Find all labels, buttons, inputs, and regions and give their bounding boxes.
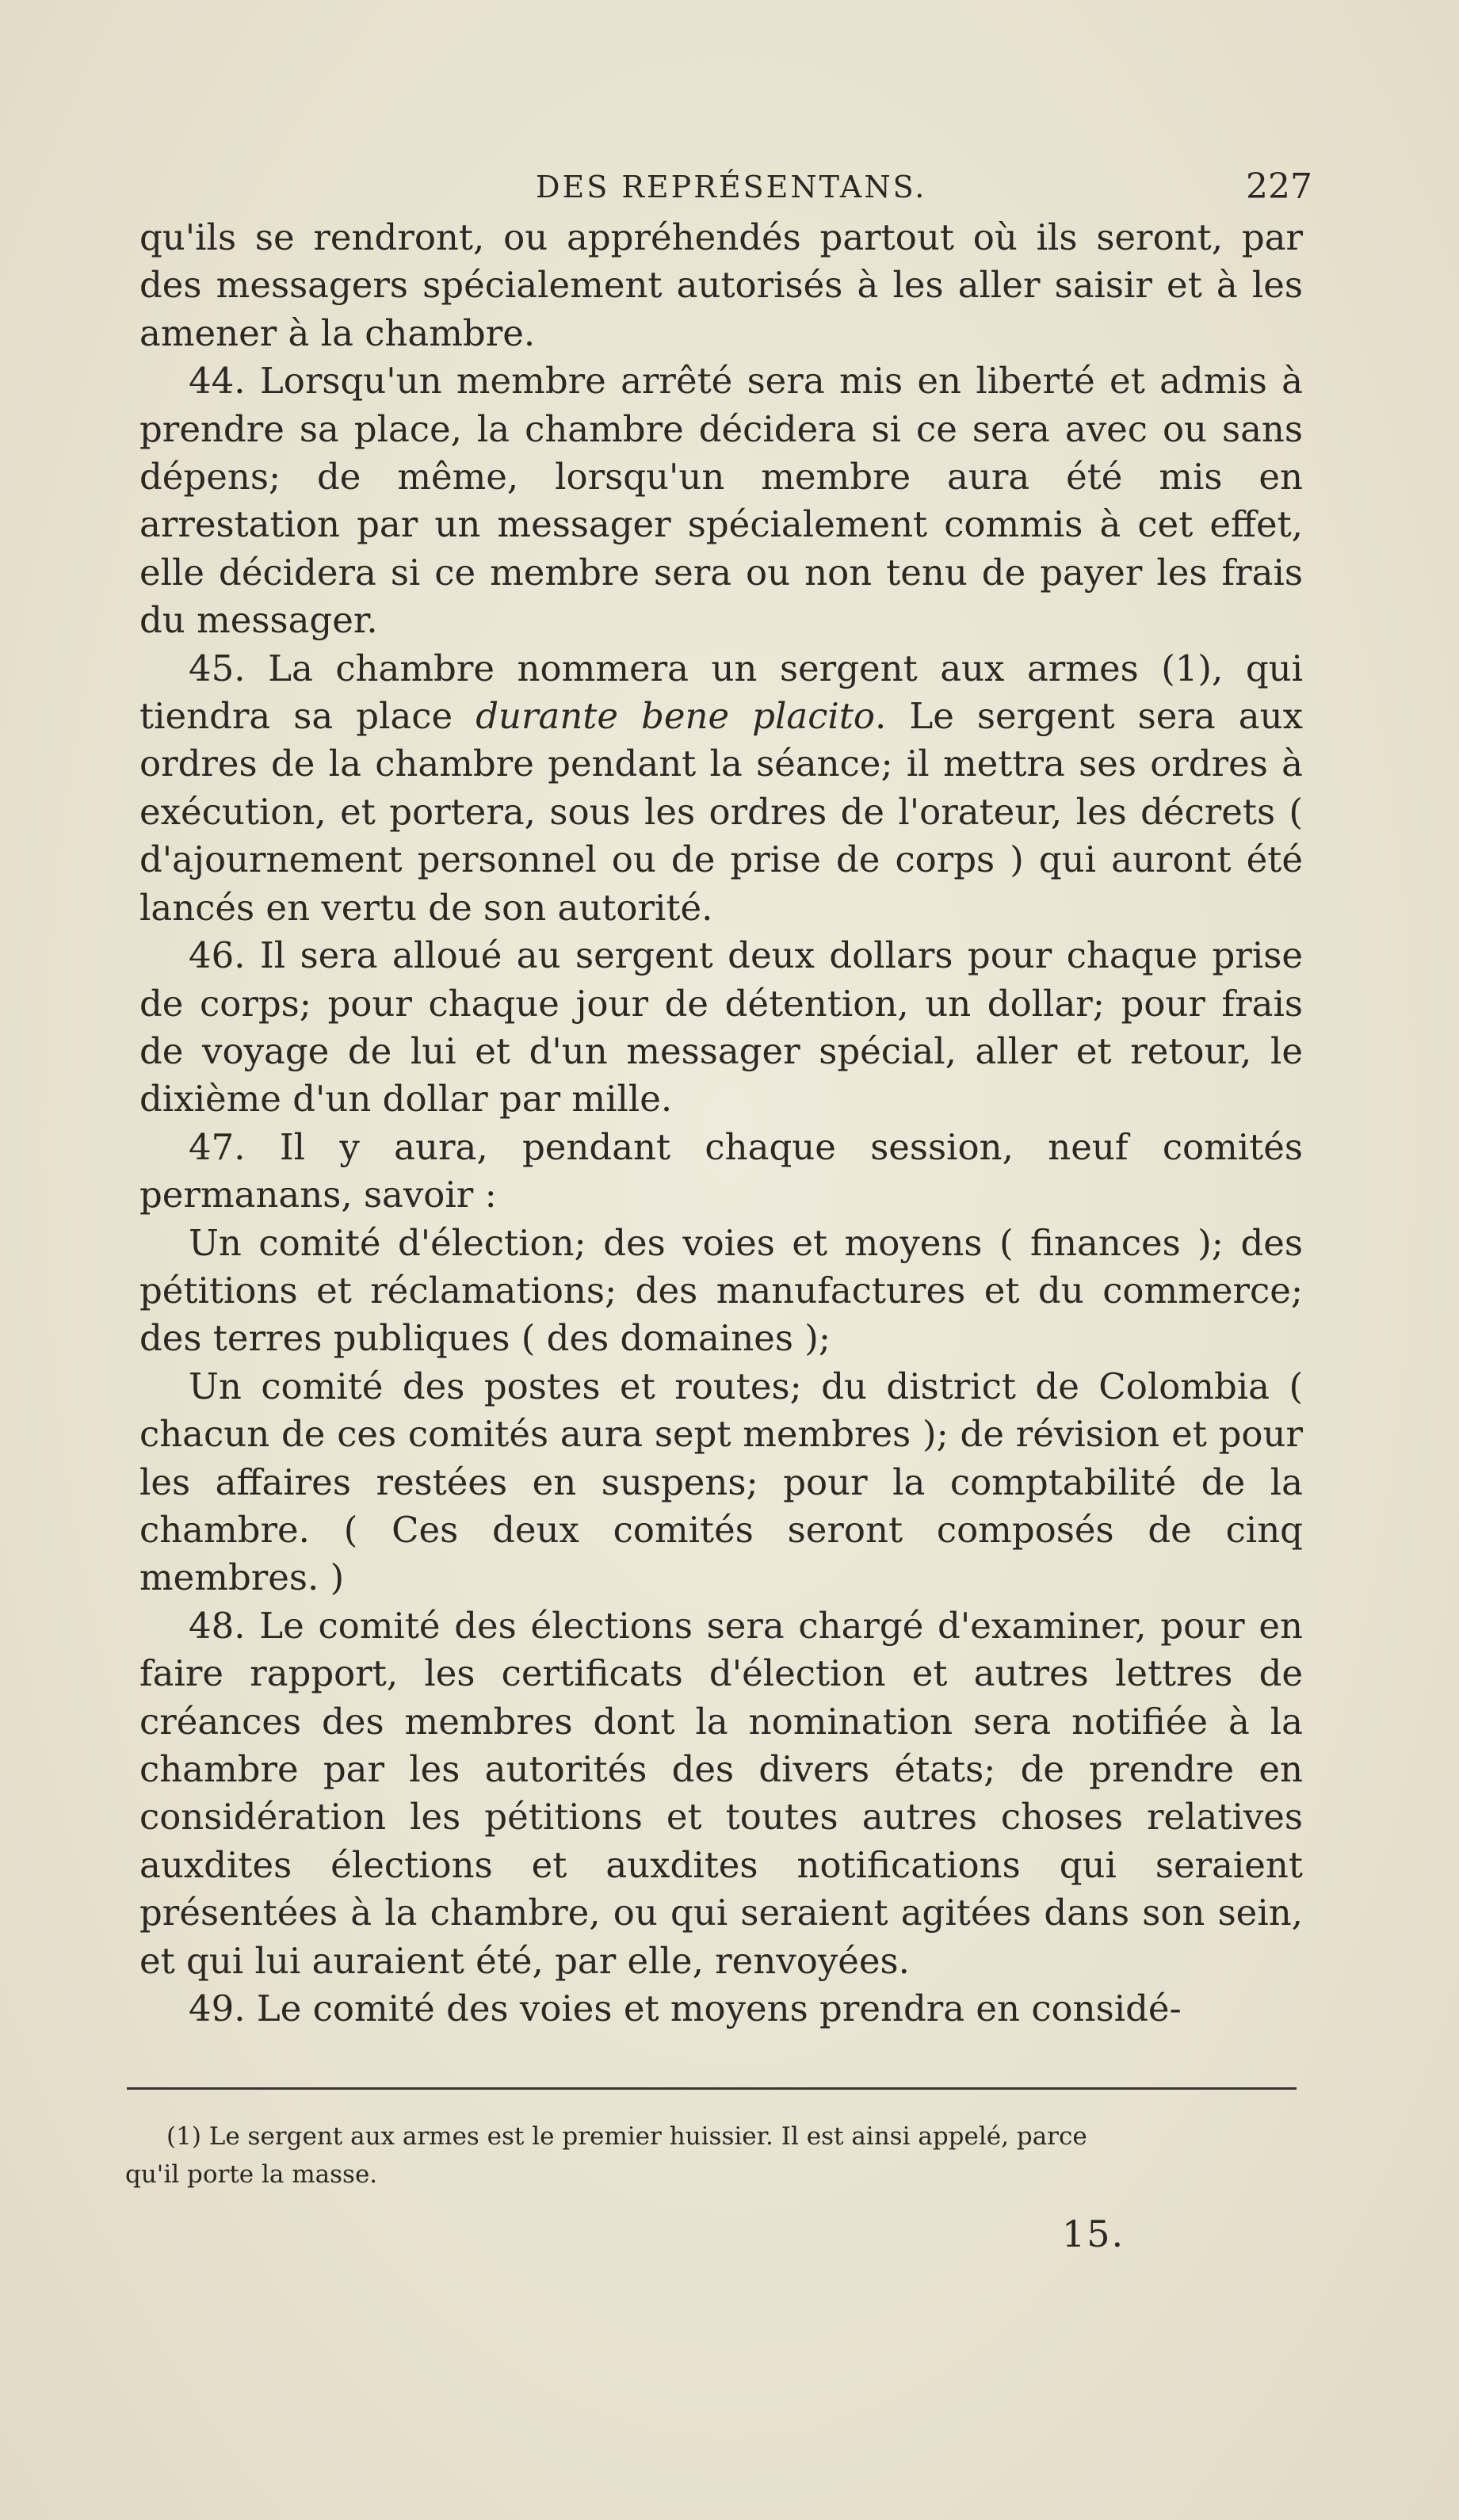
article-45-text-end: . Le sergent sera aux ordres de la chambre pendant la séance; il mettra ses ordres à exécution, et portera, sous les ordres de l'orateur, les décrets ( d'ajournement personnel ou de prise de corps ) qui auront été lancés en vertu de son autorité. (139, 695, 1303, 929)
paragraph-continuation: qu'ils se rendront, ou appréhendés partout où ils seront, par des messagers spécialement autorisés à les aller saisir et à les amener à la chambre. (139, 216, 1303, 354)
running-head (139, 158, 1312, 214)
footnote (125, 2117, 1308, 2194)
paragraph-article-44: 44. Lorsqu'un membre arrêté sera mis en liberté et admis à prendre sa place, la chambre décidera si ce sera avec ou sans dépens; de même, lorsqu'un membre aura été mis en arrestation par un messager spécialement commis à cet effet, elle décidera si ce membre sera ou non tenu de payer les frais du messager. (139, 360, 1303, 642)
paragraph-article-45 (139, 645, 1303, 932)
body-text (139, 214, 1303, 2033)
paragraph-article-47: 47. Il y aura, pendant chaque session, neuf comités permanans, savoir : (139, 1125, 1303, 1216)
footnote-rule (127, 2087, 1297, 2090)
signature-mark: 15. (1062, 2213, 1125, 2255)
footnote-text: (1) Le sergent aux armes est le premier huissier. Il est ainsi appelé, parce (166, 2122, 1087, 2151)
paragraph-committee-list-1: Un comité d'élection; des voies et moyens ( finances ); des pétitions et réclamations; des manufactures et du commerce; des terres publiques ( des domaines ); (139, 1221, 1303, 1360)
paragraph-article-48: 48. Le comité des élections sera chargé d'examiner, pour en faire rapport, les certificats d'élection et autres lettres de créances des membres dont la nomination sera notifiée à la chambre par les autorités des divers états; de prendre en considération les pétitions et toutes autres choses relatives auxdites élections et auxdites notifications qui seraient présentées à la chambre, ou qui seraient agitées dans son sein, et qui lui auraient été, par elle, renvoyées. (139, 1604, 1303, 1982)
page-number: 227 (1246, 166, 1312, 207)
paragraph-article-46: 46. Il sera alloué au sergent deux dollars pour chaque prise de corps; pour chaque jour de détention, un dollar; pour frais de voyage de lui et d'un messager spécial, aller et retour, le dixième d'un dollar par mille. (139, 934, 1303, 1121)
running-title: DES REPRÉSENTANS. (536, 170, 927, 204)
paragraph-article-49: 49. Le comité des voies et moyens prendra en considé- (189, 1987, 1182, 2030)
latin-phrase: durante bene placito (476, 695, 875, 738)
paragraph-committee-list-2: Un comité des postes et routes; du district de Colombia ( chacun de ces comités aura sept membres ); de révision et pour les affaires restées en suspens; pour la comptabilité de la chambre. ( Ces deux comités seront composés de cinq membres. ) (139, 1365, 1303, 1599)
article-45-text-start: 45. La chambre nommera un sergent aux armes (1), qui tiendra sa place (139, 647, 1303, 738)
footnote-continuation: qu'il porte la masse. (125, 2160, 378, 2189)
